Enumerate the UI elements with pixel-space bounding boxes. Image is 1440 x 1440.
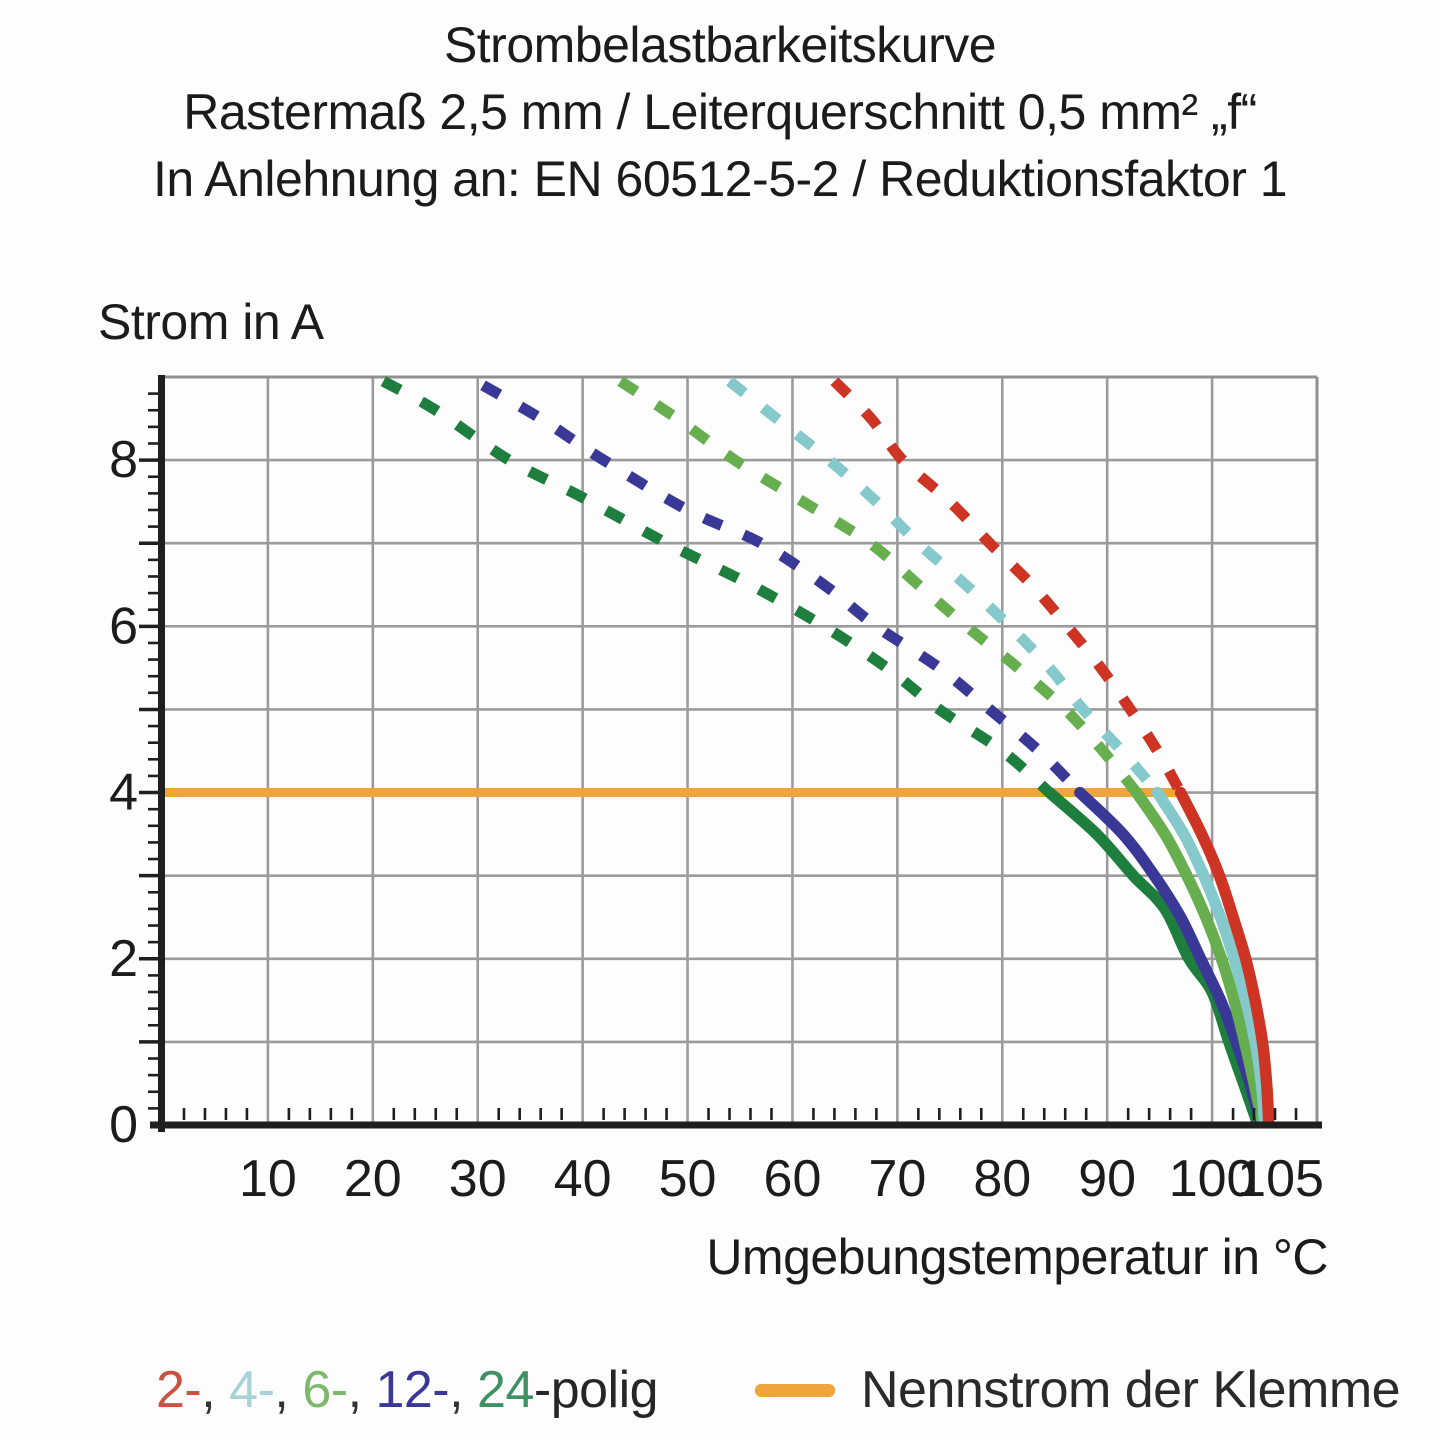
y-tick-label: 8 xyxy=(109,431,138,490)
y-axis-title: Strom in A xyxy=(98,294,324,350)
y-tick-label: 6 xyxy=(109,597,138,656)
curve-2-polig-dashed xyxy=(834,381,1180,792)
y-tick-label: 2 xyxy=(109,929,138,988)
x-tick-label: 60 xyxy=(763,1150,822,1208)
nennstrom-label: Nennstrom der Klemme xyxy=(861,1361,1401,1419)
curve-6-polig-dashed xyxy=(620,381,1136,792)
x-tick-label: 80 xyxy=(973,1150,1032,1208)
title-line-1: Strombelastbarkeitskurve xyxy=(443,17,997,73)
legend-item-6: 6- xyxy=(302,1361,348,1419)
legend-separator: , xyxy=(274,1361,303,1419)
legend-item-4: 4- xyxy=(229,1361,275,1419)
legend-nennstrom xyxy=(755,1360,1400,1420)
x-tick-label: 70 xyxy=(868,1150,927,1208)
x-tick-label: 50 xyxy=(658,1150,717,1208)
nennstrom-line-swatch xyxy=(755,1384,835,1397)
title-line-3: In Anlehnung an: EN 60512-5-2 / Reduktionsfaktor 1 xyxy=(152,151,1288,207)
y-tick-label: 0 xyxy=(109,1096,138,1154)
legend-pole-counts xyxy=(156,1360,658,1420)
legend-separator: , xyxy=(201,1361,230,1419)
legend-item-12: 12- xyxy=(375,1361,450,1419)
legend-item-24: 24 xyxy=(477,1361,534,1419)
legend-item-2: 2- xyxy=(156,1361,202,1419)
curve-12-polig-dashed xyxy=(483,385,1080,792)
legend-suffix-polig: -polig xyxy=(533,1361,659,1419)
y-tick-label: 4 xyxy=(109,763,138,822)
x-tick-label: 90 xyxy=(1078,1150,1137,1208)
curve-24-polig-dashed xyxy=(383,381,1049,792)
legend-separator: , xyxy=(449,1361,478,1419)
title-line-2: Rastermaß 2,5 mm / Leiterquerschnitt 0,5 mm² „f“ xyxy=(183,84,1257,140)
x-tick-label: 40 xyxy=(553,1150,612,1208)
x-tick-label: 30 xyxy=(448,1150,507,1208)
x-axis-title: Umgebungstemperatur in °C xyxy=(706,1229,1328,1285)
x-tick-label: 20 xyxy=(343,1150,402,1208)
x-tick-label: 10 xyxy=(238,1150,297,1208)
legend-separator: , xyxy=(347,1361,376,1419)
x-tick-label: 100 xyxy=(1168,1150,1256,1208)
x-tick-label: 105 xyxy=(1237,1150,1324,1208)
